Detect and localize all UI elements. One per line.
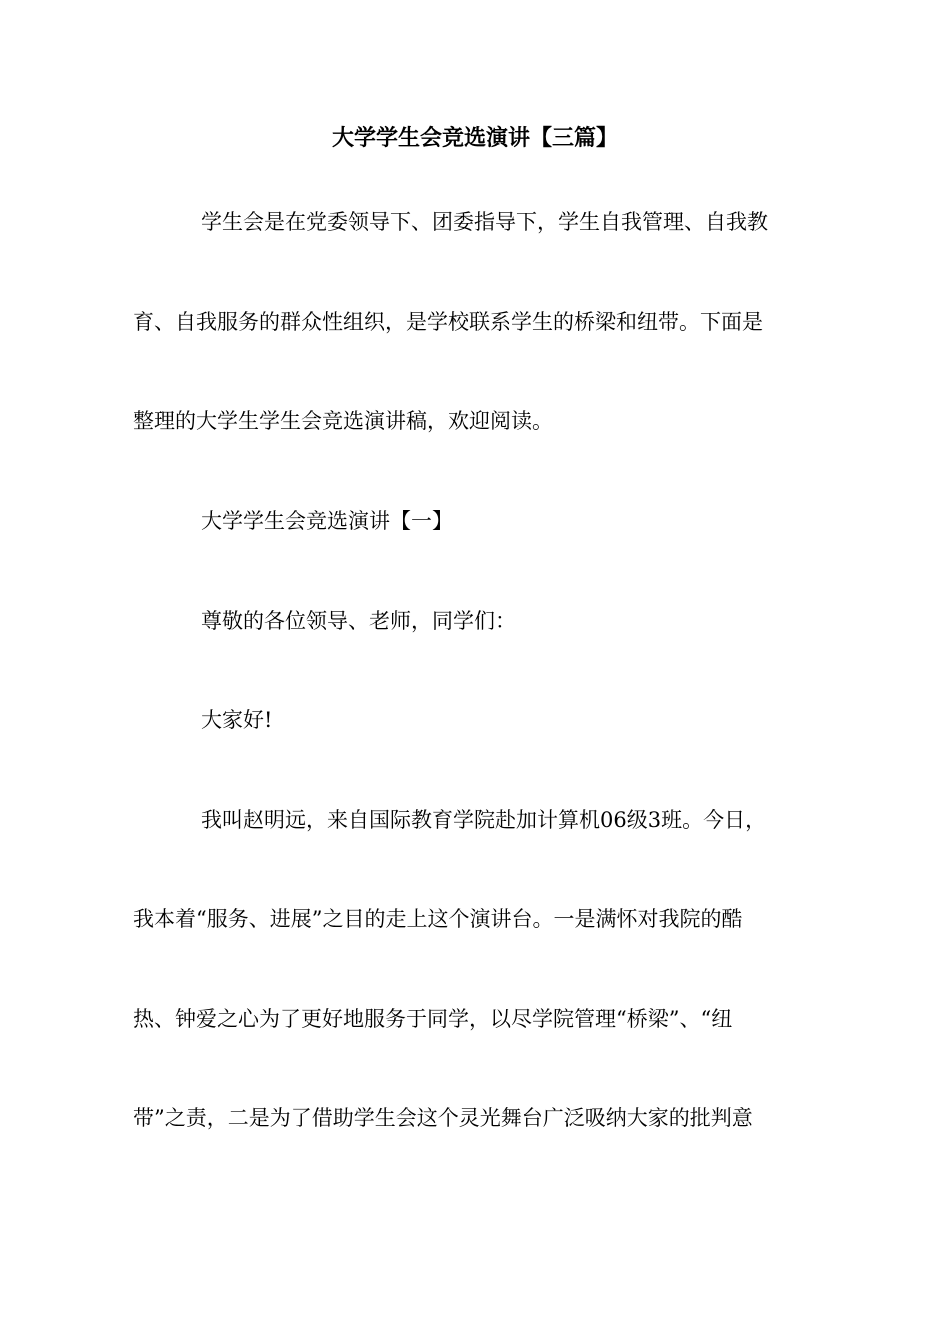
text-line-10: 带”之责，二是为了借助学生会这个灵光舞台广泛吸纳大家的批判意 [133,1106,753,1130]
greeting: 大家好! [201,708,273,732]
section-heading: 大学学生会竞选演讲【一】 [201,509,453,533]
text-line-8: 我本着“服务、进展”之目的走上这个演讲台。一是满怀对我院的酷 [133,907,743,931]
text-line-9: 热、钟爱之心为了更好地服务于同学，以尽学院管理“桥梁”、“纽 [133,1007,733,1031]
text-line-2: 育、自我服务的群众性组织，是学校联系学生的桥梁和纽带。下面是 [133,310,763,334]
text-line-1: 学生会是在党委领导下、团委指导下，学生自我管理、自我教 [201,210,768,234]
text-line-7: 我叫赵明远，来自国际教育学院赴加计算机06级3班。今日， [201,808,767,832]
document-title: 大学学生会竞选演讲【三篇】 [331,126,618,151]
salutation: 尊敬的各位领导、老师，同学们： [201,609,516,633]
text-line-3: 整理的大学生学生会竞选演讲稿，欢迎阅读。 [133,409,553,433]
